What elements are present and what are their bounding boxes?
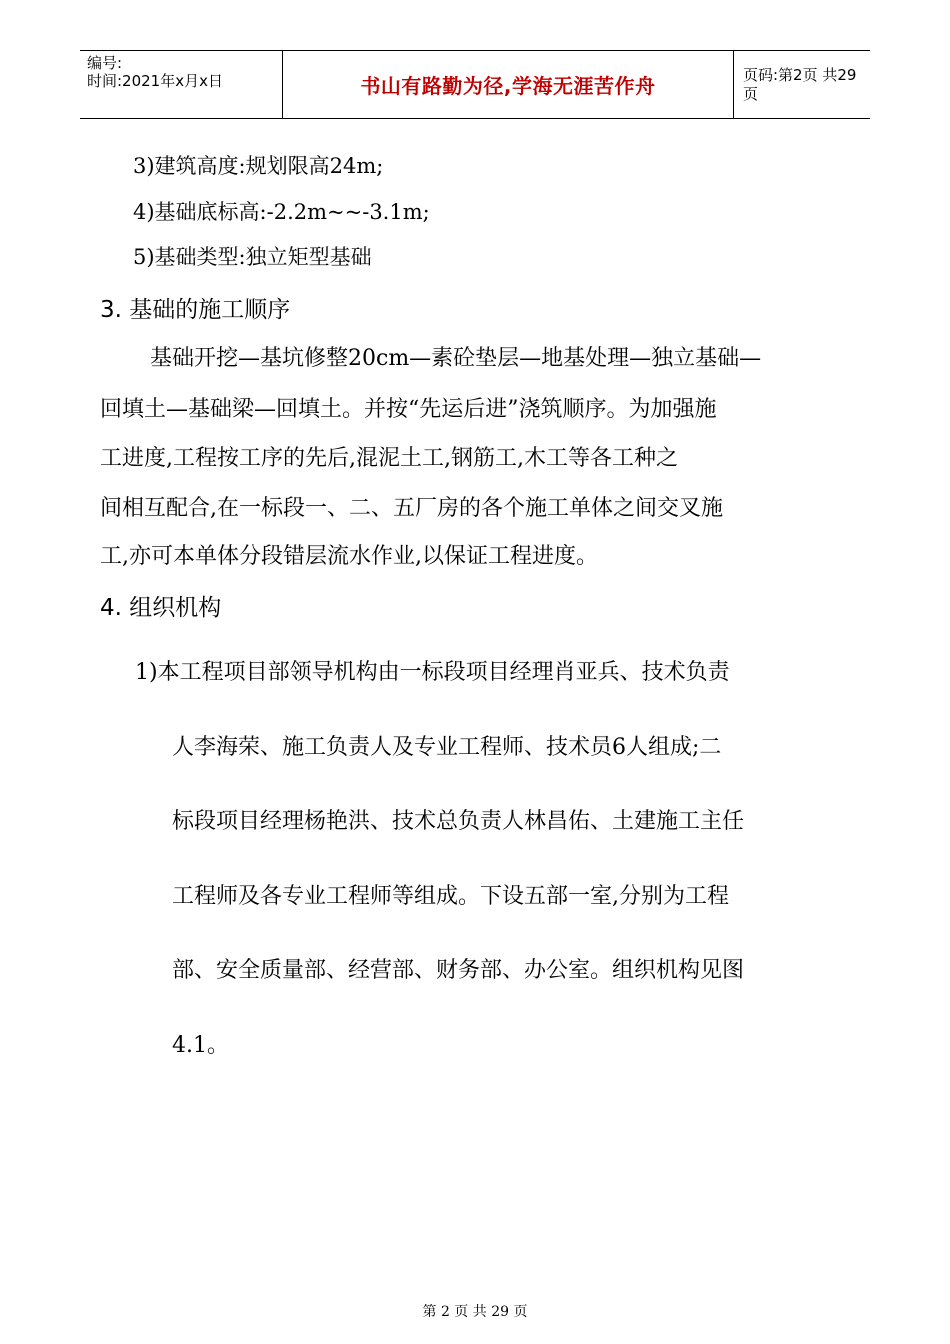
paragraph-line: 工程师及各专业工程师等组成。下设五部一室,分别为工程 [172,884,729,909]
page-footer: 第 2 页 共 29 页 [422,1304,528,1320]
paragraph-line: 工,亦可本单体分段错层流水作业,以保证工程进度。 [100,544,598,569]
paragraph-line: 间相互配合,在一标段一、二、五厂房的各个施工单体之间交叉施 [100,496,723,521]
page-label: 页码:第2页 共29页 [743,65,857,103]
paragraph-line: 基础开挖—基坑修整20cm—素砼垫层—地基处理—独立基础— [150,346,762,371]
paragraph-line: 人李海荣、施工负责人及专业工程师、技术员6人组成;二 [172,735,722,760]
list-item: 5)基础类型:独立矩型基础 [133,245,372,269]
motto-text: 书山有路勤为径,学海无涯苦作舟 [360,74,656,98]
header-page-cell [733,51,870,118]
list-item: 3)建筑高度:规划限高24m; [133,154,384,178]
paragraph-line: 部、安全质量部、经营部、财务部、办公室。组织机构见图 [172,958,745,983]
list-item: 4)基础底标高:-2.2m~~-3.1m; [133,200,430,224]
paragraph-line: 回填土—基础梁—回填土。并按“先运后进”浇筑顺序。为加强施 [100,397,717,422]
paragraph-line: 1)本工程项目部领导机构由一标段项目经理肖亚兵、技术负责 [135,660,730,685]
section-heading: 3. 基础的施工顺序 [100,297,291,323]
page-header [80,50,870,119]
header-meta [80,51,282,118]
paragraph-line: 4.1。 [172,1033,229,1058]
header-motto-cell [282,51,734,118]
number-label: 编号: [87,54,123,72]
time-label: 时间:2021年x月x日 [87,72,223,90]
paragraph-line: 标段项目经理杨艳洪、技术总负责人林昌佑、土建施工主任 [172,809,745,834]
paragraph-line: 工进度,工程按工序的先后,混泥土工,钢筋工,木工等各工种之 [100,446,678,471]
section-heading: 4. 组织机构 [100,595,222,621]
